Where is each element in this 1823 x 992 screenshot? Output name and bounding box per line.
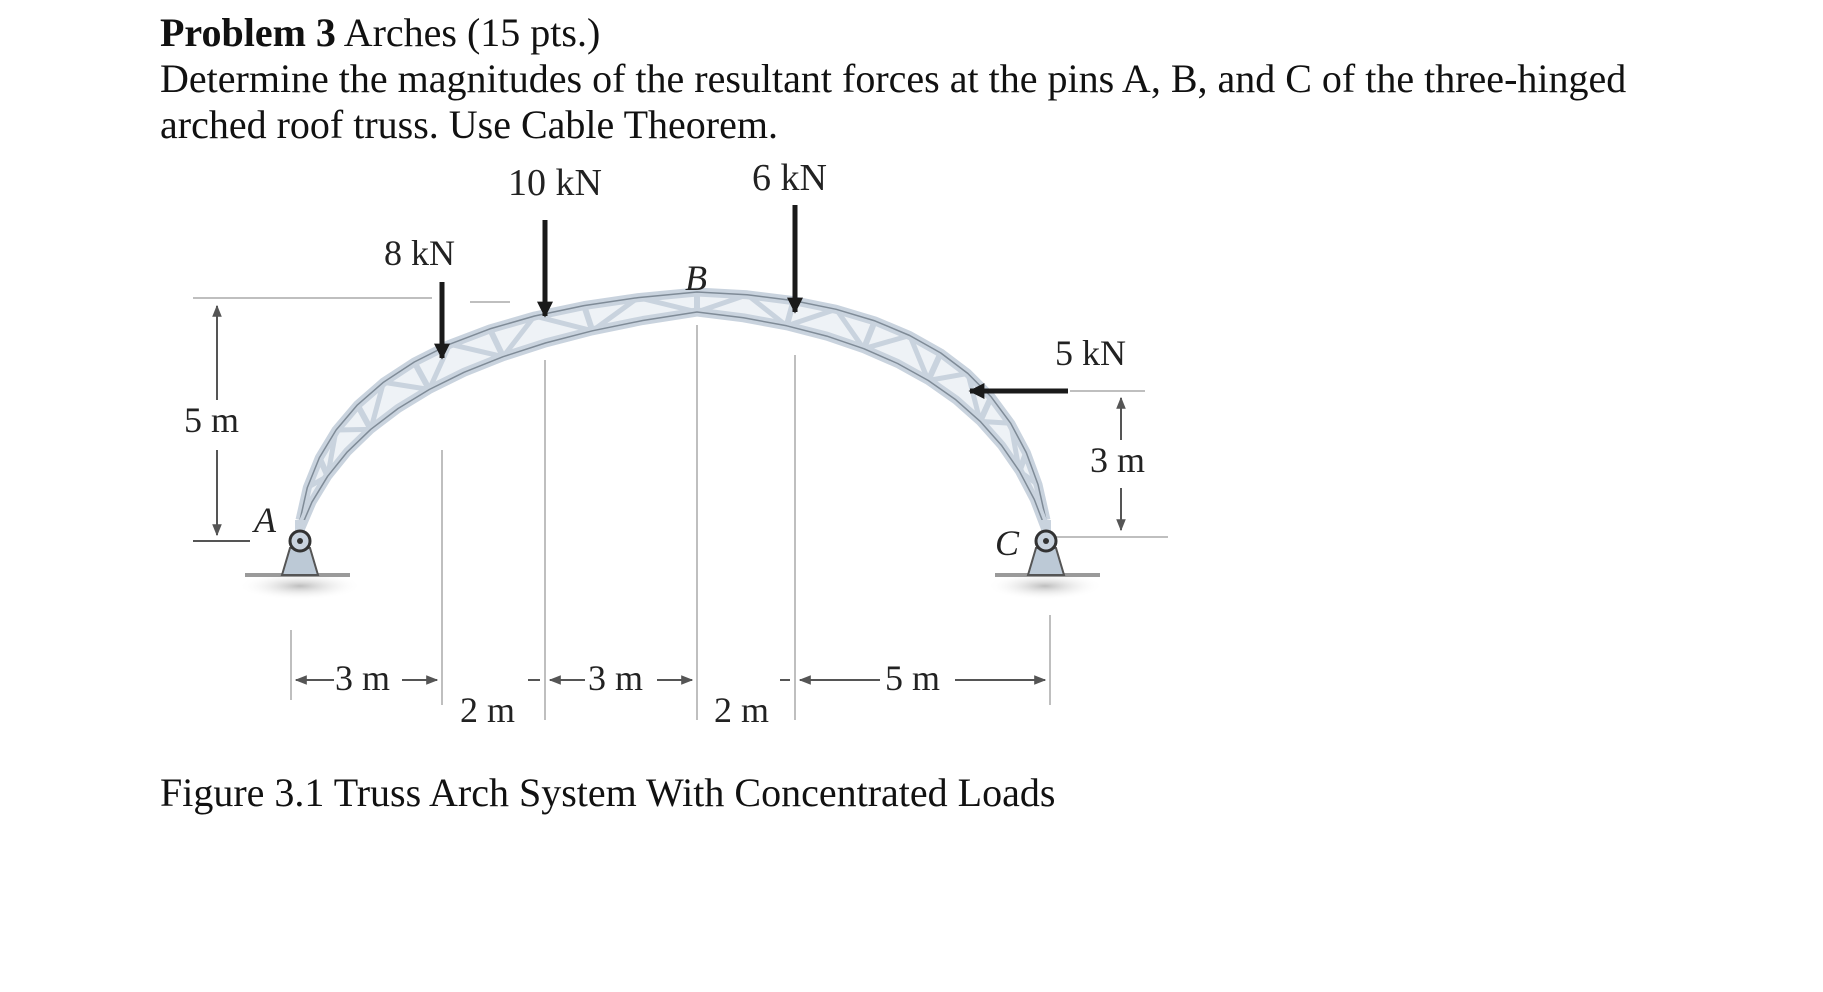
arch-truss [300,292,1046,541]
truss-top-chord [300,292,1046,520]
truss-band [300,292,1046,530]
pin-center-a [297,538,303,544]
label-height-left: 5 m [184,400,240,440]
problem-statement-line-2: arched roof truss. Use Cable Theorem. [160,102,778,147]
label-pin-b: B [685,258,707,298]
label-span-1: 3 m [335,658,391,698]
label-load-10kn: 10 kN [508,162,602,204]
guide-lines [193,298,1168,720]
pin-center-c [1043,538,1049,544]
label-load-8kn: 8 kN [384,233,455,273]
label-load-5kn: 5 kN [1055,333,1126,373]
label-span-5: 5 m [885,658,941,698]
label-pin-a: A [254,500,276,540]
label-pin-c: C [995,523,1020,563]
problem-title: Arches (15 pts.) [335,10,601,55]
truss-top-chord-edge [300,292,1046,520]
figure-caption: Figure 3.1 Truss Arch System With Concentrated Loads [160,770,1056,815]
problem-statement-line-1: Determine the magnitudes of the resultant forces at the pins A, B, and C of the three-hinged [160,56,1627,101]
label-span-2: 2 m [460,690,516,730]
label-height-right: 3 m [1090,440,1146,480]
label-span-3: 3 m [588,658,644,698]
label-load-6kn: 6 kN [752,157,827,199]
problem-number: Problem 3 [160,10,336,55]
label-span-4: 2 m [714,690,770,730]
